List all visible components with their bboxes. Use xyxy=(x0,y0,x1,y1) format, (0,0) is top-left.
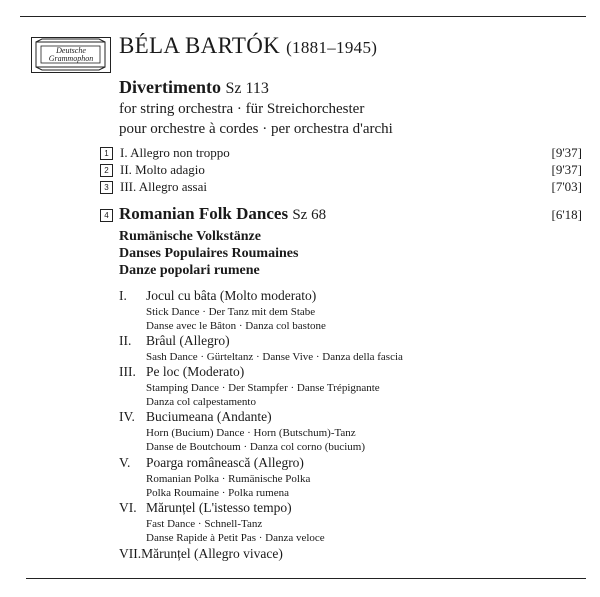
dance-translation: Danse avec le Bâton · Danza col bastone xyxy=(146,320,326,332)
divertimento-catalogue: Sz 113 xyxy=(225,80,269,97)
bottom-rule xyxy=(26,578,586,579)
dance-translation: Stamping Dance · Der Stampfer · Danse Trépignante xyxy=(146,382,380,394)
dance-heading xyxy=(119,364,244,380)
dance-title: Mărunțel (L'istesso tempo) xyxy=(146,500,292,515)
dance-title: Poarga românească (Allegro) xyxy=(146,455,304,470)
divertimento-subtitle: pour orchestre à cordes · per orchestra d'archi xyxy=(119,121,393,137)
folk-dances-name: Romanian Folk Dances xyxy=(119,204,289,223)
composer-name: BÉLA BARTÓK xyxy=(119,33,281,58)
composer-years: (1881–1945) xyxy=(286,38,378,57)
folk-dances-title xyxy=(119,204,326,224)
divertimento-name: Divertimento xyxy=(119,77,221,97)
track-number-box: 1 xyxy=(100,147,113,160)
track-title: I. Allegro non troppo xyxy=(120,145,230,160)
dance-heading xyxy=(119,455,304,471)
track-duration: [9'37] xyxy=(551,162,582,177)
track-duration: [7'03] xyxy=(551,179,582,194)
track-row xyxy=(100,145,582,163)
dance-numeral: IV. xyxy=(119,409,135,424)
logo-wordmark: Deutsche Grammophon xyxy=(48,47,94,63)
dance-numeral: VII. xyxy=(119,546,142,561)
divertimento-title xyxy=(119,77,269,98)
track-number-box: 2 xyxy=(100,164,113,177)
dance-translation: Danza col calpestamento xyxy=(146,396,256,408)
dance-heading xyxy=(119,409,272,425)
track-row xyxy=(100,179,582,197)
track-title: III. Allegro assai xyxy=(120,179,208,194)
dance-heading xyxy=(119,288,316,304)
dance-translation: Fast Dance · Schnell-Tanz xyxy=(146,518,263,530)
dance-translation: Danse Rapide à Petit Pas · Danza veloce xyxy=(146,532,325,544)
dance-translation: Horn (Bucium) Dance · Horn (Butschum)-Tanz xyxy=(146,427,356,439)
folk-dances-translation: Danses Populaires Roumaines xyxy=(119,246,299,261)
dance-translation: Sash Dance · Gürteltanz · Danse Vive · Danza della fascia xyxy=(146,351,403,363)
dance-numeral: I. xyxy=(119,288,127,303)
dance-translation: Danse de Boutchoum · Danza col corno (bucium) xyxy=(146,441,366,453)
dance-heading xyxy=(119,333,230,349)
track-duration: [9'37] xyxy=(551,145,582,160)
dance-title: Jocul cu bâta (Molto moderato) xyxy=(146,288,317,303)
composer-heading xyxy=(119,33,377,59)
divertimento-subtitle: for string orchestra · für Streichorchester xyxy=(119,101,365,117)
dance-numeral: II. xyxy=(119,333,132,348)
folk-dances-catalogue: Sz 68 xyxy=(292,207,327,223)
dance-heading xyxy=(119,546,283,562)
track-row xyxy=(100,162,582,180)
track-title: II. Molto adagio xyxy=(120,162,205,177)
track-number-box: 4 xyxy=(100,209,113,222)
dance-title: Buciumeana (Andante) xyxy=(146,409,272,424)
dance-numeral: VI. xyxy=(119,500,137,515)
dance-translation: Romanian Polka · Rumänische Polka xyxy=(146,473,311,485)
dance-numeral: V. xyxy=(119,455,131,470)
track-duration: [6'18] xyxy=(551,207,582,222)
deutsche-grammophon-logo xyxy=(31,37,111,73)
dance-heading xyxy=(119,500,292,516)
folk-dances-translation: Danze popolari rumene xyxy=(119,263,260,278)
dance-translation: Stick Dance · Der Tanz mit dem Stabe xyxy=(146,306,316,318)
dance-numeral: III. xyxy=(119,364,136,379)
dance-title: Pe loc (Moderato) xyxy=(146,364,245,379)
dance-translation: Polka Roumaine · Polka rumena xyxy=(146,487,289,499)
folk-dances-translation: Rumänische Volkstänze xyxy=(119,229,261,244)
top-rule xyxy=(20,16,586,17)
track-number-box: 3 xyxy=(100,181,113,194)
dance-title: Mărunțel (Allegro vivace) xyxy=(141,546,283,561)
dance-title: Brâul (Allegro) xyxy=(146,333,230,348)
